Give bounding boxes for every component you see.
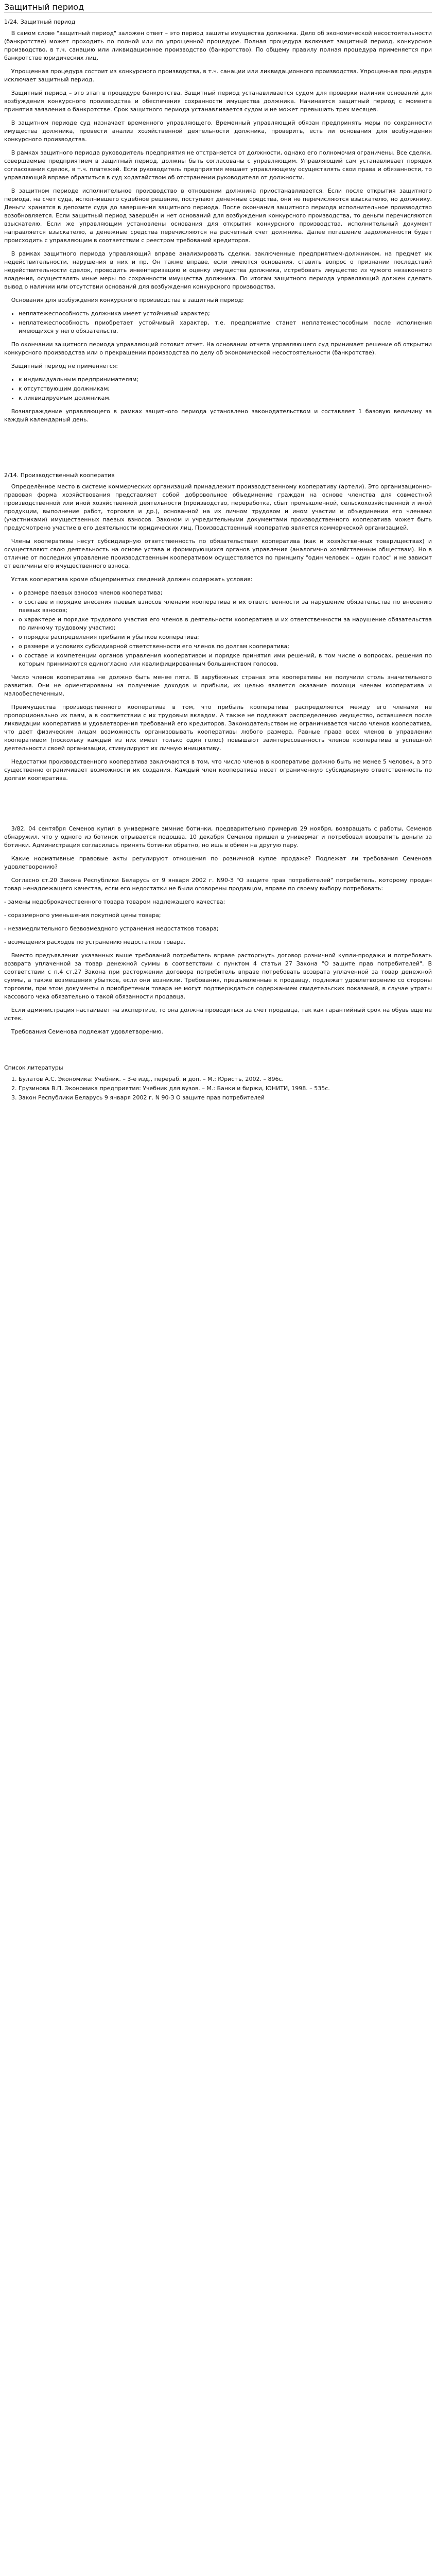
paragraph: Число членов кооператива не должно быть менее пяти. В зарубежных странах эта кооперативы не получили столь значительного развития. Они не ориентированы на получение доходов и прибыли, их целью является оказание помощи членам кооператива и малообеспеченным. bbox=[4, 674, 432, 697]
references-title: Список литературы bbox=[4, 1064, 63, 1071]
section-spacer bbox=[4, 1041, 432, 1056]
references-list bbox=[4, 1075, 432, 1102]
paragraph: По окончании защитного периода управляющий готовит отчет. На основании отчета управляющего суд принимает решение об открытии конкурсного производства или о прекращении производства по делу об экономической несостоятельности (банкротстве). bbox=[4, 341, 432, 356]
paragraph: Определённое место в системе коммерческих организаций принадлежит производственному кооперативу (артели). Это организационно-правовая форма хозяйствования представляет собой добровольное объединение граждан на основе членства для совместной производственной или иной хозяйственной деятельности (производство, переработка, сбыт промышленной, сельскохозяйственной и иной продукции, выполнение работ, торговля и др.), основанной на их личном трудовом и ином участии и объединении его членами (участниками) имущественных паевых взносов. Законом и учредительными документами производственного кооператива может быть предусмотрено участие в его деятельности юридических лиц. Производственный кооператив является коммерческой организацией. bbox=[4, 483, 432, 531]
section-heading: 2/14. Производственный кооператив bbox=[4, 472, 115, 479]
list-item: • к отсутствующим должникам; bbox=[19, 385, 432, 393]
section-spacer bbox=[4, 429, 432, 466]
paragraph: Какие нормативные правовые акты регулируют отношения по розничной купле продаже? Подлежат ли требования Семенова удовлетворению? bbox=[4, 855, 432, 870]
paragraph: Члены кооперативы несут субсидиарную ответственность по обязательствам кооператива (как и хозяйственных товариществах) и осуществляют свою деятельность на основе устава и формирующихся органов управления (аналогично хозяйственным обществам). Но в отличие от последних управление производственным кооперативом осуществляется по принципу "один человек – один голос" и не зависит от величины его имущественного взноса. bbox=[4, 538, 432, 569]
grounds-list bbox=[4, 310, 432, 335]
paragraph: Защитный период – это этап в процедуре банкротства. Защитный период устанавливается судом для проверки наличия оснований для возбуждения конкурсного производства и обеспечения сохранности имущества должника. Начинается защитный период с момента принятия заявления о банкротстве. Срок защитного периода устанавливается судом и не может превышать трех месяцев. bbox=[4, 90, 432, 113]
reference-item: 3. Закон Республики Беларусь 9 января 2002 г. N 90-З О защите прав потребителей bbox=[19, 1094, 432, 1102]
paragraph: Защитный период не применяется: bbox=[11, 363, 118, 369]
list-item: • к ликвидируемым должникам. bbox=[19, 394, 432, 402]
paragraph: В самом слове "защитный период" заложен ответ – это период защиты имущества должника. Дело об экономической несостоятельности (банкротстве) может проходить по полной или по упрощенной процедуре. Полная процедура включает защитный период, конкурсное производство, в т.ч. санацию или ликвидационное производство (банкротство). По общему правилу полная процедура применяется при банкротстве юридических лиц. bbox=[4, 30, 432, 61]
list-item: • к индивидуальным предпринимателям; bbox=[19, 376, 432, 384]
document-title: Защитный период bbox=[4, 3, 432, 13]
paragraph: Согласно ст.20 Закона Республики Беларусь от 9 января 2002 г. N90-З "О защите прав потребителей" потребитель, которому продан товар ненадлежащего качества, если его недостатки не были оговорены продавцом, вправе по своему выбору потребовать: bbox=[4, 877, 432, 892]
charter-conditions-list bbox=[4, 589, 432, 668]
reference-item: 1. Булатов А.С. Экономика: Учебник. – 3-е изд., перераб. и доп. – М.: Юристъ, 2002. – 896с. bbox=[19, 1075, 432, 1083]
paragraph: Требования Семенова подлежат удовлетворению. bbox=[11, 1028, 164, 1035]
reference-item: 2. Грузинова В.П. Экономика предприятия: Учебник для вузов. – М.: Банки и биржи, ЮНИТИ, 1998. – 535с. bbox=[19, 1084, 432, 1093]
case-problem bbox=[4, 825, 432, 1036]
exceptions-list bbox=[4, 376, 432, 402]
paragraph: В защитном периоде исполнительное производство в отношении должника приостанавливается. Если после открытия защитного периода, на счет суда, исполнившего судебное решение, поступают денежные средства, они не перечисляются взыскателю, но должнику. Деньги хранятся в депозите суда до завершения защитного периода. После окончания защитного периода исполнительное производство возобновляется. Если защитный период завершён и нет оснований для возбуждения конкурсного производства, то деньги перечисляются взыскателю. Если же управляющим установлены основания для открытия конкурсного производства, исполнительный документ направляется взыскателю, а денежные средства перечисляются на расчетный счет должника. Далее погашение задолженности будет происходить с управляющим в соответствии с реестром требований кредиторов. bbox=[4, 188, 432, 244]
paragraph: Если администрация настаивает на экспертизе, то она должна проводиться за счет продавца, так как гарантийный срок на обувь еще не истек. bbox=[4, 1007, 432, 1022]
paragraph: Преимущества производственного кооператива в том, что прибыль кооператива распределяется между его членами не пропорционально их паям, а в соответствии с их трудовым вкладом. А также не подлежат распределению имущество, оставшееся после ликвидации кооператива и удовлетворения требований его кредиторов. Законодательством не ограничивается число членов кооператива, что дает физическим лицам возможность организовывать кооперативы любого размера. Равные права всех членов в управлении кооперативом (поскольку каждый из них имеет только один голос) повышают заинтересованность членов кооператива в успешной деятельности своей организации, стимулируют их личную инициативу. bbox=[4, 704, 432, 752]
paragraph: 3/82. 04 сентября Семенов купил в универмаге зимние ботинки, предварительно примерив 29 ноября, возвращать с работы, Семенов обнаружил, что у одного из ботинок отрывается подошва. 10 декабря Семенов пришел в универмаг и потребовал возвратить деньги за ботинки. Администрация согласилась принять ботинки обратно, но ишь в обмен на другую пару. bbox=[4, 825, 432, 849]
paragraph: Вместо предъявления указанных выше требований потребитель вправе расторгнуть договор розничной купли-продажи и потребовать возврата уплаченной за товар денежной суммы в соответствии с пунктом 4 статьи 27 Закона "О защите прав потребителей". В соответствии с п.4 ст.27 Закона при расторжении договора потребитель вправе потребовать возврата уплаченной за товар денежной суммы, а также возмещения убытков, если они возникли. Требования, предъявленные к продавцу, подлежат удовлетворению со стороны торговли, при этом документы о приобретении товара не могут подтверждаться содержанием свидетельских показаний, в случае утраты кассового чека обязательно о такой обязанности продавца. bbox=[4, 952, 432, 1000]
paragraph: В защитном периоде суд назначает временного управляющего. Временный управляющий обязан предпринять меры по сохранности имущества должника, провести анализ хозяйственной деятельности должника, проверить, есть ли основания для возбуждения конкурсного производства. bbox=[4, 120, 432, 143]
section-spacer bbox=[4, 788, 432, 825]
paragraph: Недостатки производственного кооператива заключаются в том, что число членов в кооперативе должно быть не менее 5 человек, а это существенно ограничивает возможности их создания. Каждый член кооператива несет ограниченную субсидиарную ответственность по долгам кооператива. bbox=[4, 758, 432, 782]
section-defense-period bbox=[4, 18, 432, 424]
paragraph: Упрощенная процедура состоит из конкурсного производства, в т.ч. санации или ликвидационного производства. Упрощенная процедура исключает защитный период. bbox=[4, 68, 432, 83]
list-item: • о порядке распределения прибыли и убытков кооператива; bbox=[19, 633, 432, 641]
section-heading: 1/24. Защитный период bbox=[4, 19, 76, 25]
document-page bbox=[0, 0, 436, 1115]
paragraph: - возмещения расходов по устранению недостатков товара. bbox=[4, 939, 186, 945]
paragraph: В рамках защитного периода управляющий вправе анализировать сделки, заключенные предприятием-должником, на предмет их недействительности, нарушения в них и пр. Он также вправе, если имеются основания, ставить вопрос о признании последствий недействительности сделок, проводить инвентаризацию и оценку имущества должника, истребовать имущество из чужого незаконного владения, осуществлять иные меры по сохранности имущества должника. По итогам защитного периода управляющий должен сделать вывод о наличии или отсутствии оснований для возбуждения конкурсного производства. bbox=[4, 250, 432, 290]
paragraph: - замены недоброкачественного товара товаром надлежащего качества; bbox=[4, 899, 225, 905]
paragraph: В рамках защитного периода руководитель предприятия не отстраняется от должности, однако его полномочия ограничены. Все сделки, совершаемые предприятием в защитный период, должны быть согласованы с управляющим. Управляющий сам устанавливает порядок согласования сделок, в т.ч. платежей. Если руководитель предприятия мешает управляющему осуществлять свои права и обязанности, то управляющий вправе обратиться в суд ходатайством об отстранении руководителя от должности. bbox=[4, 149, 432, 181]
section-production-cooperative bbox=[4, 471, 432, 783]
paragraph: Основания для возбуждения конкурсного производства в защитный период: bbox=[11, 297, 244, 303]
paragraph: Вознаграждение управляющего в рамках защитного периода установлено законодательством и составляет 1 базовую величину за каждый календарный день. bbox=[4, 408, 432, 423]
list-item: • о характере и порядке трудового участия его членов в деятельности кооператива и их ответственности за нарушение обязательства по личному трудовому участию; bbox=[19, 616, 432, 632]
list-item: • неплатежеспособность приобретает устойчивый характер, т.е. предприятие станет неплатежеспособным после исполнения имеющихся у него обязательств. bbox=[19, 319, 432, 335]
paragraph: Устав кооператива кроме общепринятых сведений должен содержать условия: bbox=[11, 576, 253, 583]
references bbox=[4, 1064, 432, 1102]
list-item: • о размере паевых взносов членов кооператива; bbox=[19, 589, 432, 597]
list-item: • неплатежеспособность должника имеет устойчивый характер; bbox=[19, 310, 432, 318]
paragraph: - соразмерного уменьшения покупной цены товара; bbox=[4, 912, 161, 919]
paragraph: - незамедлительного безвозмездного устранения недостатков товара; bbox=[4, 925, 219, 932]
list-item: • о размере и условиях субсидиарной ответственности его членов по долгам кооператива; bbox=[19, 642, 432, 651]
list-item: • о составе и порядке внесения паевых взносов членами кооператива и их ответственности за нарушение обязательства по внесению паевых взносов; bbox=[19, 598, 432, 615]
list-item: • о составе и компетенции органов управления кооперативом и порядке принятия ими решений, в том числе о вопросах, решения по которым принимаются единогласно или квалифицированным большинством голосов. bbox=[19, 652, 432, 668]
